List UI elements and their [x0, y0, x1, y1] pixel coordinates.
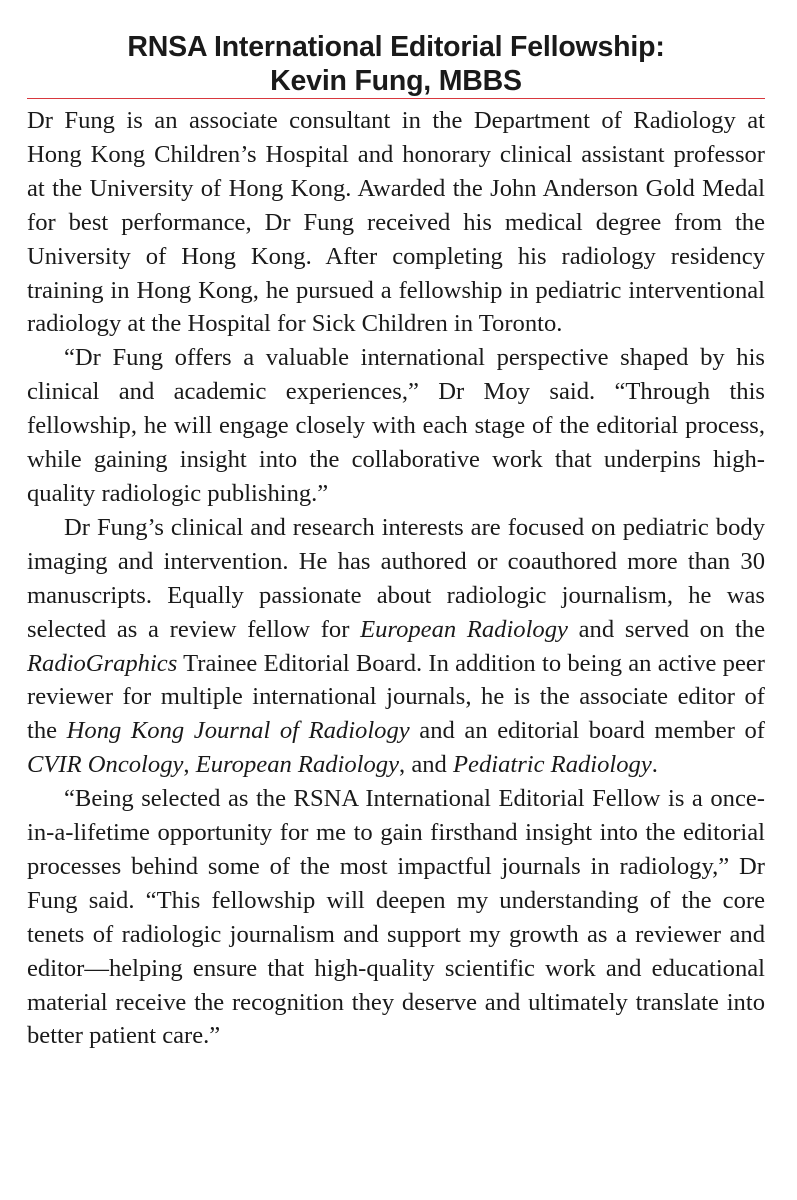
- paragraph-3: [27, 511, 765, 782]
- journal-name-hong-kong-journal-of-radiology: Hong Kong Journal of Radiology: [66, 717, 410, 745]
- article-body: [27, 104, 765, 1053]
- paragraph-1: Dr Fung is an associate consultant in the Department of Radiology at Hong Kong Children’s Hospital and honorary clinical assistant professor at the University of Hong Kong. Awarded the John Anderson Gold Medal for best performance, Dr Fung received his medical degree from the University of Hong Kong. After completing his radiology residency training in Hong Kong, he pursued a fellowship in pediatric interventional radiology at the Hospital for Sick Children in Toronto.: [27, 107, 765, 338]
- article-title: [27, 30, 765, 98]
- article: [27, 30, 765, 1053]
- paragraph-3-text-4: and an editorial board member of: [409, 717, 766, 745]
- paragraph-3-text-5: ,: [183, 751, 196, 779]
- paragraph-3-text-2: and served on the: [567, 615, 765, 643]
- journal-name-radiographics: RadioGraphics: [27, 649, 178, 677]
- paragraph-3-text-7: .: [651, 751, 658, 779]
- title-divider: [27, 98, 765, 99]
- paragraph-3-text-6: , and: [399, 751, 453, 779]
- title-line-2: Kevin Fung, MBBS: [270, 65, 522, 97]
- journal-name-cvir-oncology: CVIR Oncology: [27, 751, 184, 779]
- journal-name-european-radiology-2: European Radiology: [195, 751, 400, 779]
- paragraph-4: “Being selected as the RSNA International Editorial Fellow is a once-in-a-lifetime opportunity for me to gain firsthand insight into the editorial processes behind some of the most impactful journals in radiology,” Dr Fung said. “This fellowship will deepen my understanding of the core tenets of radiologic journalism and support my growth as a reviewer and editor—helping ensure that high-quality scientific work and educational material receive the recognition they deserve and ultimately translate into better patient care.”: [27, 785, 765, 1050]
- journal-name-european-radiology: European Radiology: [360, 615, 568, 643]
- title-line-1: RNSA International Editorial Fellowship:: [127, 31, 665, 63]
- journal-name-pediatric-radiology: Pediatric Radiology: [453, 751, 652, 779]
- paragraph-3-text-1: Dr Fung’s clinical and research interests are focused on pediatric body imaging and intervention. He has authored or coauthored more than 30 manuscripts. Equally passionate about radiologic journalism, he was selected as a review fellow for: [27, 513, 765, 643]
- paragraph-2: “Dr Fung offers a valuable international perspective shaped by his clinical and academic experiences,” Dr Moy said. “Through this fellowship, he will engage closely with each stage of the editorial process, while gaining insight into the collaborative work that underpins high-quality radiologic publishing.”: [27, 344, 765, 507]
- paragraph-3-text-3: Trainee Editorial Board. In addition to being an active peer reviewer for multiple international journals, he is the associate editor of the: [27, 649, 765, 745]
